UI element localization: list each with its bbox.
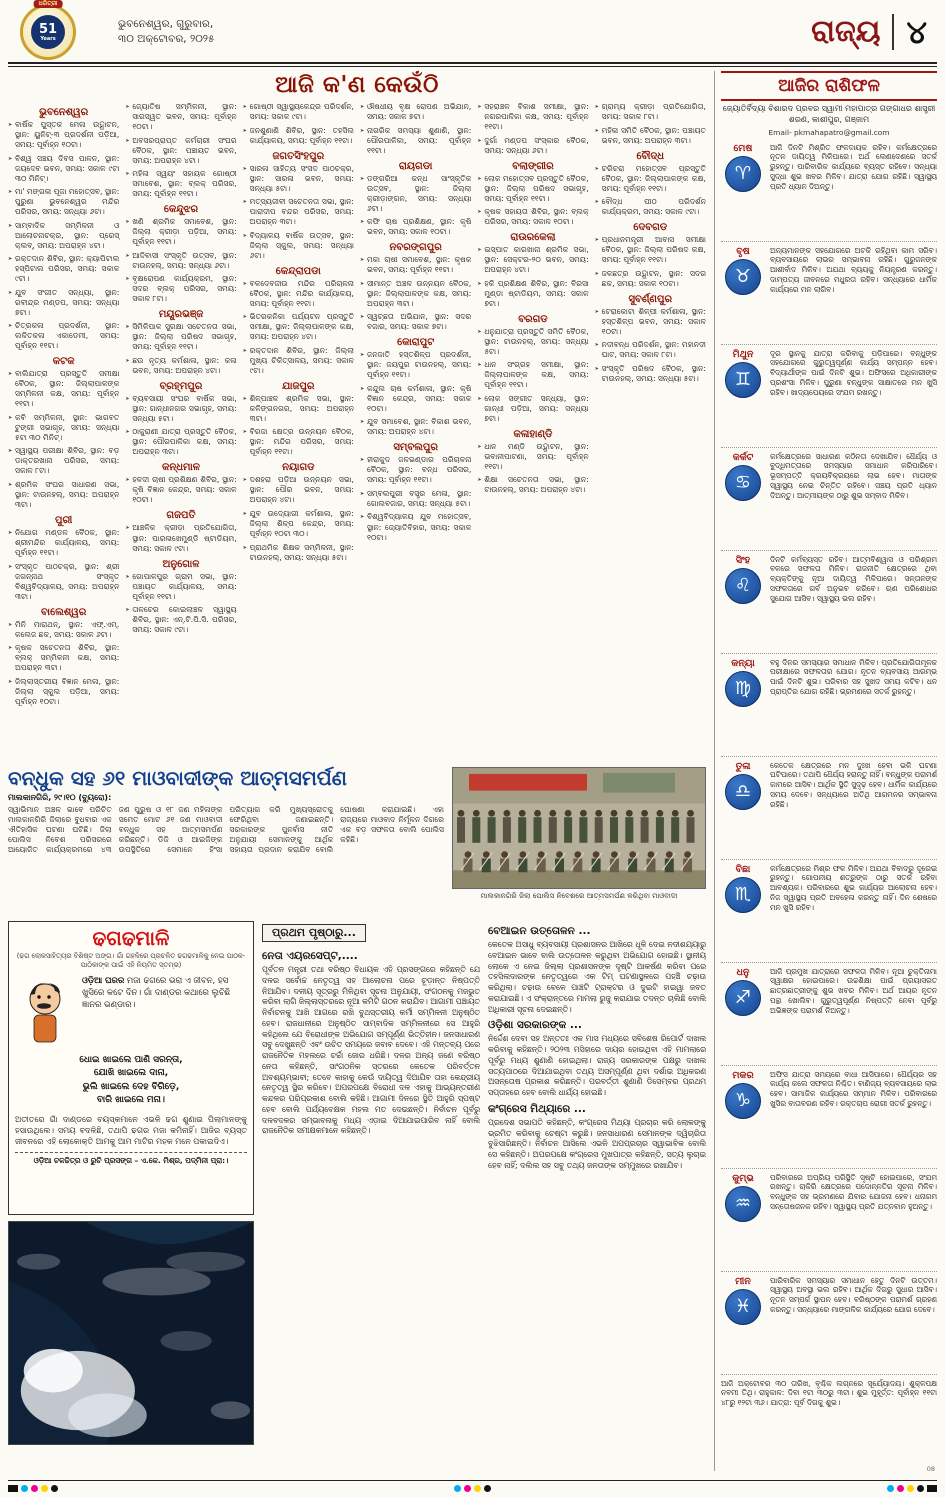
logo-years-label: Years <box>40 35 56 42</box>
zodiac-icon: ♒ <box>725 1186 761 1222</box>
event-listing: ➤ ଆଦିବାସୀ ସଂସ୍କୃତି ଉତ୍ସବ, ସ୍ଥାନ: ଟାଉନହଲ୍, ସମୟ: ସନ୍ଧ୍ୟା ୬ଟା। <box>125 251 236 271</box>
event-listing: ➤ ଯୁବ ସଂଗୀତ ସନ୍ଧ୍ୟା, ସ୍ଥାନ: ରବୀନ୍ଦ୍ର ମଣ୍ଡପ, ସମୟ: ସନ୍ଧ୍ୟା ୭ଟା। <box>8 288 119 318</box>
zodiac-name: ମିଥୁନ <box>732 348 754 360</box>
zodiac-icon: ♏ <box>725 877 761 913</box>
zodiac-entry <box>721 1066 937 1169</box>
zodiac-prediction: ଦୂର ସ୍ଥାନକୁ ଯାତ୍ରା କରିବାକୁ ପଡ଼ିପାରେ। ବନ୍ଧୁଙ୍କ ସହଯୋଗରେ ଗୁରୁତ୍ୱପୂର୍ଣ୍ଣ କାର୍ଯ୍ୟ ସମ୍ପନ୍ନ ହେବ। ବିଦ୍ୟାର୍ଥୀଙ୍କ ପାଇଁ ଦିନଟି ଶୁଭ। ଅଫିସରେ ଅଧିକାରୀଙ୍କ ପ୍ରଶଂସା ମିଳିବ। ପୁରୁଣା ବନ୍ଧୁଙ୍କ ସାକ୍ଷାତରେ ମନ ଖୁସି ରହିବ। ଖାଦ୍ୟପେୟରେ ସଂଯମ ରଖନ୍ତୁ। <box>770 348 937 397</box>
city-heading: ଜଗତସିଂହପୁର <box>272 150 325 162</box>
zodiac-prediction: ଆଜି ଦିନଟି ମିଶ୍ରିତ ଫଳଦାୟକ ରହିବ। କର୍ମକ୍ଷେତ୍ରରେ ନୂତନ ଦାୟିତ୍ୱ ମିଳିପାରେ। ଅର୍ଥ ଲେଣଦେଣରେ ସତର୍କ ରୁହନ୍ତୁ। ପାରିବାରିକ କାର୍ଯ୍ୟରେ ବ୍ୟସ୍ତ ରହିବେ। ସନ୍ଧ୍ୟା ସୁଦ୍ଧା ଶୁଭ ଖବର ମିଳିବ। ଯାତ୍ରା ଯୋଗ ରହିଛି। ସ୍ୱାସ୍ଥ୍ୟ ପ୍ରତି ଧ୍ୟାନ ଦିଅନ୍ତୁ। <box>770 142 937 191</box>
zodiac-prediction: ପରିବାରରେ ଅପ୍ରିୟ ପରିସ୍ଥିତି ସୃଷ୍ଟି ହୋଇପାରେ, ସଂଯମ ରଖନ୍ତୁ। ଚାକିରି କ୍ଷେତ୍ରରେ ପଦୋନ୍ନତିର ସୂଚନା ମିଳିବ। ବନ୍ଧୁଙ୍କ ସହ ଭ୍ରମଣରେ ଯିବାର ଯୋଜନା ହେବ। ଧନାଗମ ସନ୍ତୋଷଜନକ ରହିବ। ସ୍ୱାସ୍ଥ୍ୟ ପ୍ରତି ଯତ୍ନବାନ ହୁଅନ୍ତୁ। <box>770 1172 937 1212</box>
event-listing: ➤ ବିରଜା କ୍ଷେତ୍ର ଉନ୍ନୟନ ବୈଠକ, ସ୍ଥାନ: ମନ୍ଦିର ପରିସର, ସମୟ: ପୂର୍ବାହ୍ନ ୧୧ଟା। <box>243 427 354 457</box>
cartoon-box <box>8 921 254 1215</box>
zodiac-name: ତୁଳା <box>735 760 751 772</box>
events-title: ଆଜି କ'ଣ କେଉଁଠି <box>275 72 439 98</box>
zodiac-name: କୁମ୍ଭ <box>732 1172 754 1184</box>
title-divider <box>892 14 894 50</box>
cartoon-character <box>15 974 77 1048</box>
event-listing: ➤ ଜନଜାତି ହସ୍ତଶିଳ୍ପ ପ୍ରଦର୍ଶନୀ, ସ୍ଥାନ: ଜୟପୁର ଟାଉନହଲ୍, ସମୟ: ପୂର୍ବାହ୍ନ ୧୧ଟା। <box>360 350 471 380</box>
anniversary-badge-icon <box>20 4 76 60</box>
city-heading: କଳାହାଣ୍ଡି <box>513 428 553 440</box>
article-heading: ବେଆଇନ ଉତ୍ତୋଳନ ... <box>488 925 591 937</box>
article-body: ପୂର୍ବତନ ମନ୍ତ୍ରୀ ତଥା ବରିଷ୍ଠ ବିଧାୟକ ଏହି ପ୍ରସଙ୍ଗରେ କହିଛନ୍ତି ଯେ ଦଳର ସର୍ବୋଚ୍ଚ ନେତୃତ୍ୱ ସହ ଆଲୋଚନା ପରେ ଚୂଡ଼ାନ୍ତ ନିଷ୍ପତ୍ତି ନିଆଯିବ। ଦଳୀୟ ସୂତ୍ରରୁ ମିଳିଥିବା ସୂଚନା ଅନୁଯାୟୀ, ସଂଗଠନକୁ ମଜଭୁତ କରିବା ଲାଗି ଜିଲ୍ଲାସ୍ତରରେ ନୂଆ କମିଟି ଗଠନ କରାଯିବ। ଆଗାମୀ ପଞ୍ଚାୟତ ନିର୍ବାଚନକୁ ଆଖି ଆଗରେ ରଖି ବୁଥସ୍ତରୀୟ କର୍ମୀ ସମ୍ମିଳନୀ ଅନୁଷ୍ଠିତ ହେବ। ରାଜଧାନୀରେ ଅନୁଷ୍ଠିତ ସାମ୍ବାଦିକ ସମ୍ମିଳନୀରେ ସେ ଆହୁରି କହିଥିଲେ ଯେ ବିରୋଧୀଙ୍କ ଅଭିଯୋଗ ସମ୍ପୂର୍ଣ୍ଣ ଭିତ୍ତିହୀନ। ଜନସାଧାରଣ ସବୁ ଦେଖୁଛନ୍ତି ଏବଂ ଉଚିତ ସମୟରେ ଜବାବ ଦେବେ। ଏହି ମନ୍ତବ୍ୟ ପରେ ରାଜନୈତିକ ମହଲରେ ଚର୍ଚ୍ଚା ଜୋର ଧରିଛି। ଦଳର ଅନ୍ୟ ଜଣେ ବରିଷ୍ଠ ନେତା କହିଛନ୍ତି, ସାଂଗଠନିକ ସ୍ତରରେ କେତେକ ପରିବର୍ତ୍ତନ ଅବଶ୍ୟମ୍ଭାବୀ; ତେବେ କାହାକୁ କେଉଁ ଦାୟିତ୍ୱ ଦିଆଯିବ ତାହା କେନ୍ଦ୍ରୀୟ ନେତୃତ୍ୱ ସ୍ଥିର କରିବେ। ଅପରପକ୍ଷେ ବିରୋଧୀ ଦଳ ଏହାକୁ ଆଭ୍ୟନ୍ତରୀଣ କନ୍ଦଳର ପରିପ୍ରକାଶ ବୋଲି କହିଛି। ଆଗାମୀ ଦିନରେ ସ୍ଥିତି ଆହୁରି ସ୍ପଷ୍ଟ ହେବ ବୋଲି ପର୍ଯ୍ୟବେକ୍ଷକ ମହଲ ମତ ଦେଇଛନ୍ତି। ନିର୍ବାଚନ ପୂର୍ବରୁ ଦଳବଦଳର ସମ୍ଭାବନାକୁ ମଧ୍ୟ ଏଡ଼ାଇ ଦିଆଯାଇପାରିବ ନାହିଁ ବୋଲି ରାଜନୈତିକ ସମୀକ୍ଷକମାନେ କହିଛନ୍ତି। <box>262 965 480 1136</box>
event-listing: ➤ ପ୍ରଧାନମନ୍ତ୍ରୀ ଆବାସ ସମୀକ୍ଷା ବୈଠକ, ସ୍ଥାନ: ଜିଲ୍ଲା ପରିଷଦ କକ୍ଷ, ସମୟ: ପୂର୍ବାହ୍ନ ୧୧ଟା। <box>595 235 706 265</box>
dateline-date: ୩୦ ଅକ୍ଟୋବର, ୨୦୨୫ <box>118 33 215 45</box>
zodiac-entry <box>721 860 937 963</box>
event-listing: ➤ ବୌଦ୍ଧ ପୀଠ ପରିଦର୍ଶନ କାର୍ଯ୍ୟକ୍ରମ, ସମୟ: ସକାଳ ୯ଟା। <box>595 197 706 217</box>
event-listing: ➤ ବଳଦେବଜୀଉ ମନ୍ଦିର ପରିଚାଳନା ବୈଠକ, ସ୍ଥାନ: ମନ୍ଦିର କାର୍ଯ୍ୟାଳୟ, ସମୟ: ପୂର୍ବାହ୍ନ ୧୧ଟା। <box>243 279 354 309</box>
main-story <box>8 767 706 917</box>
zodiac-icon: ♑ <box>725 1083 761 1119</box>
events-column <box>477 102 588 762</box>
logo-ribbon: ଧରିତ୍ରୀ <box>34 0 63 8</box>
continued-column-2 <box>488 921 706 1449</box>
zodiac-icon: ♌ <box>725 568 761 604</box>
cartoon-title: ଢଗଢମାଳି <box>92 926 170 950</box>
zodiac-entry <box>721 551 937 654</box>
city-heading: ପୁରୀ <box>55 515 73 527</box>
astrologer-credit: ଜ୍ୟୋତିର୍ବିଦ୍ୟା ବିଶାରଦ ପ୍ରବର ସ୍ୱାମୀ ମହାପାତ୍ର ଗଙ୍ଗାଧର ଶାସ୍ତ୍ରୀ ଶରଣ, କାଶୀପୁର, ଗଞ୍ଜାମ <box>722 104 936 124</box>
zodiac-prediction: ଦିନଟି କର୍ମବ୍ୟସ୍ତ ରହିବ। ଆତ୍ମବିଶ୍ୱାସ ଓ ପରିଶ୍ରମ ବଳରେ ସଫଳତା ମିଳିବ। ରାଜନୀତି କ୍ଷେତ୍ରରେ ଥିବା ବ୍ୟକ୍ତିଙ୍କୁ ନୂଆ ଦାୟିତ୍ୱ ମିଳିପାରେ। ସନ୍ତାନଙ୍କ ସଫଳତାରେ ଗର୍ବ ଅନୁଭବ କରିବେ। ଋଣ ପରିଶୋଧର ସୁଯୋଗ ଆସିବ। ସ୍ୱାସ୍ଥ୍ୟ ଭଲ ରହିବ। <box>770 554 937 603</box>
event-listing: ➤ ଧାନ ମଣ୍ଡି ଉଦ୍ଘାଟନ, ସ୍ଥାନ: ଭବାନୀପାଟଣା, ସମୟ: ପୂର୍ବାହ୍ନ ୧୧ଟା। <box>477 442 588 472</box>
city-heading: ରାଉରକେଲା <box>510 232 556 244</box>
event-listing: ➤ ବିଶ୍ୱ ସଞ୍ଚୟ ଦିବସ ପାଳନ, ସ୍ଥାନ: ଜୟଦେବ ଭବନ, ସମୟ: ସକାଳ ୯ଟା ୩୦ ମିନିଟ୍। <box>8 154 119 184</box>
zodiac-prediction: ଆଜି ପ୍ରମୁଖ ଯାତ୍ରାରେ ସଫଳତା ମିଳିବ। ନୂଆ ଚୁକ୍ତିନାମା ସ୍ୱାକ୍ଷର ହୋଇପାରେ। ଉଚ୍ଚଶିକ୍ଷା ପାଇଁ ପ୍ରୟାସରତ ଛାତ୍ରଛାତ୍ରୀଙ୍କୁ ଶୁଭ ଖବର ମିଳିବ। ଅର୍ଥ ଆୟର ନୂତନ ପନ୍ଥା ଖୋଲିବ। ଗୁରୁତ୍ୱପୂର୍ଣ୍ଣ ନିଷ୍ପତ୍ତି ନେବା ପୂର୍ବରୁ ଅଭିଜ୍ଞଙ୍କ ପରାମର୍ଶ ନିଅନ୍ତୁ। <box>770 966 937 1015</box>
event-listing: ➤ କୃଷକ ସଚେତନତା ଶିବିର, ସ୍ଥାନ: ବ୍ଲକ୍ ସମ୍ମିଳନୀ କକ୍ଷ, ସମୟ: ଅପରାହ୍ନ ୩ଟା। <box>8 643 119 673</box>
event-listing: ➤ ଛଉ ନୃତ୍ୟ କର୍ମଶାଳା, ସ୍ଥାନ: କଳା ଭବନ, ସମୟ: ଅପରାହ୍ନ ୪ଟା। <box>125 356 236 376</box>
registration-marks-center <box>454 1485 491 1492</box>
event-listing: ➤ ଧନୁଯାତ୍ରା ପ୍ରସ୍ତୁତି ସମିତି ବୈଠକ, ସ୍ଥାନ: ଟାଉନହଲ୍, ସମୟ: ସନ୍ଧ୍ୟା ୫ଟା। <box>477 327 588 357</box>
event-listing: ➤ ନିଯୋଗ ମଣ୍ଡଳ ବୈଠକ, ସ୍ଥାନ: ଶ୍ରୀମନ୍ଦିର କାର୍ଯ୍ୟାଳୟ, ସମୟ: ପୂର୍ବାହ୍ନ ୧୧ଟା। <box>8 528 119 558</box>
event-listing: ➤ ଗୋଷ୍ଠୀ ସ୍ୱାସ୍ଥ୍ୟକେନ୍ଦ୍ର ପରିଦର୍ଶନ, ସମୟ: ସକାଳ ୯ଟା। <box>243 102 354 122</box>
event-listing: ➤ ଚରିଚରା ମହୋତ୍ସବ ପ୍ରସ୍ତୁତି ବୈଠକ, ସ୍ଥାନ: ଜିଲ୍ଲାପାଳଙ୍କ କକ୍ଷ, ସମୟ: ପୂର୍ବାହ୍ନ ୧୧ଟା। <box>595 164 706 194</box>
event-listing: ➤ ଶ୍ରମିକ ସଂଘର ସାଧାରଣ ସଭା, ସ୍ଥାନ: ଟାଉନହଲ୍, ସମୟ: ଅପରାହ୍ନ ୩ଟା। <box>8 480 119 510</box>
event-listing: ➤ ଟେରାକୋଟା ଶିଳ୍ପୀ କର୍ମଶାଳା, ସ୍ଥାନ: ହସ୍ତଶିଳ୍ପ ଭବନ, ସମୟ: ସକାଳ ୧୦ଟା। <box>595 307 706 337</box>
event-listing: ➤ ହକି ପ୍ରଶିକ୍ଷଣ ଶିବିର, ସ୍ଥାନ: ବିରସା ମୁଣ୍ଡା ଷ୍ଟାଡିୟମ, ସମୟ: ସକାଳ ୭ଟା। <box>477 279 588 309</box>
event-listing: ➤ ସୀମାନ୍ତ ଅଞ୍ଚଳ ଉନ୍ନୟନ ବୈଠକ, ସ୍ଥାନ: ଜିଲ୍ଲାପାଳଙ୍କ କକ୍ଷ, ସମୟ: ଅପରାହ୍ନ ୩ଟା। <box>360 279 471 309</box>
event-listing: ➤ ଜ୍ୟୋତିଷ ସମ୍ମିଳନୀ, ସ୍ଥାନ: ସାରସ୍ୱତ ଭବନ, ସମୟ: ପୂର୍ବାହ୍ନ ୧୦ଟା। <box>125 102 236 132</box>
event-listing: ➤ ଯୁବ ସମାବେଶ, ସ୍ଥାନ: ବିକାଶ ଭବନ, ସମୟ: ଅପରାହ୍ନ ୪ଟା। <box>360 417 471 437</box>
event-listing: ➤ ମା' ମଙ୍ଗଳା ପୂଜା ମହୋତ୍ସବ, ସ୍ଥାନ: ପୁରୁଣା ଭୁବନେଶ୍ୱର ମନ୍ଦିର ପରିସର, ସମୟ: ସନ୍ଧ୍ୟା ୬ଟା। <box>8 187 119 217</box>
newspaper-logo <box>20 0 76 60</box>
cartoon-opener-bold: ଓଡ଼ିଆ ଘରର <box>82 974 125 985</box>
event-listing: ➤ ଧାନ ସଂଗ୍ରହ ସମୀକ୍ଷା, ସ୍ଥାନ: ଜିଲ୍ଲାପାଳଙ୍କ କକ୍ଷ, ସମୟ: ପୂର୍ବାହ୍ନ ୧୧ଟା। <box>477 360 588 390</box>
zodiac-icon: ♎ <box>725 774 761 810</box>
surrender-photo-figure <box>452 767 706 917</box>
cartoon-opener-rest: ମଜା ଢଗରେ ଭରା ଏ ଜୀବନ, ହସ ଖୁସିରେ କଟେ ଦିନ। ଗାଁ ଦାଣ୍ଡର କଥାରେ ଲୁଚିଛି ଜ୍ଞାନର ଭଣ୍ଡାର। <box>82 974 231 1010</box>
event-listing: ➤ ଅବସରପ୍ରାପ୍ତ କର୍ମଚାରୀ ସଂଘର ବୈଠକ, ସ୍ଥାନ: ପଞ୍ଚାୟତ ଭବନ, ସମୟ: ଅପରାହ୍ନ ୪ଟା। <box>125 136 236 166</box>
zodiac-entry <box>721 448 937 551</box>
zodiac-name: ସିଂହ <box>735 554 751 566</box>
zodiac-prediction: କେତେକ କ୍ଷେତ୍ରରେ ମନ ଦୁଃଖ ହେବା ଭଳି ଘଟଣା ଘଟିପାରେ। ତଥାପି ଧୈର୍ଯ୍ୟ ହରାନ୍ତୁ ନାହିଁ। ବନ୍ଧୁଙ୍କ ପରାମର୍ଶ କାମରେ ଆସିବ। ଆର୍ଥିକ ସ୍ଥିତି ସୁଦୃଢ଼ ହେବ। ଧାର୍ମିକ କାର୍ଯ୍ୟରେ ସମୟ ଦେବେ। ସନ୍ଧ୍ୟାରେ ଅତିଥି ଆଗମନର ସମ୍ଭାବନା ରହିଛି। <box>770 760 937 809</box>
event-listing: ➤ ଖଣି ଶ୍ରମିକ ସମାବେଶ, ସ୍ଥାନ: ଜିଲ୍ଲା କ୍ରୀଡ଼ା ପଡ଼ିଆ, ସମୟ: ପୂର୍ବାହ୍ନ ୧୧ଟା। <box>125 217 236 247</box>
events-section <box>8 71 706 762</box>
panchanga-note: ଆଜି ଅକ୍ଟୋବର ୩୦ ତାରିଖ, ବୃଶ୍ଚିକ ଲଗ୍ନରେ ସୂର୍ଯ୍ୟୋଦୟ। ଶୁକ୍ଳପକ୍ଷ ନବମୀ ତିଥି। ରାହୁକାଳ: ଦିବା ୧ଟା ୩୦ରୁ ୩ଟା। ଶୁଭ ମୁହୂର୍ତ୍ତ: ପୂର୍ବାହ୍ନ ୧୧ଟା ୪୮ରୁ ୧୨ଟା ୩୬। ଯାତ୍ରା: ପୂର୍ବ ଦିଗକୁ ଶୁଭ। <box>721 1378 937 1408</box>
event-listing: ➤ ଔଷଧୀୟ ବୃକ୍ଷ ରୋପଣ ଅଭିଯାନ, ସମୟ: ସକାଳ ୭ଟା। <box>360 102 471 122</box>
events-column <box>595 102 706 762</box>
event-listing: ➤ ରକ୍ତଦାନ ଶିବିର, ସ୍ଥାନ: କ୍ୟାପିଟାଲ ହସ୍ପିଟାଲ ପରିସର, ସମୟ: ସକାଳ ୯ଟା। <box>8 254 119 284</box>
article-body: ନିର୍ଦ୍ଦେଶ ଦେବା ସହ ଅନ୍ତତଃ ଏକ ମାସ ମଧ୍ୟରେ ସବିଶେଷ ରିପୋର୍ଟ ଦାଖଲ କରିବାକୁ କହିଛନ୍ତି। ୨୦୨୩ ମସିହାରେ ଦାୟର ହୋଇଥିବା ଏହି ମାମଲାରେ ପୂର୍ବରୁ ମଧ୍ୟ ଶୁଣାଣି ହୋଇଥିଲା। ରାଜ୍ୟ ସରକାରଙ୍କ ପକ୍ଷରୁ ଦାଖଲ ସତ୍ୟପାଠରେ ଦିଆଯାଇଥିବା ତଥ୍ୟ ଅସମ୍ପୂର୍ଣ୍ଣ ଥିବା ଦର୍ଶାଇ ଅଧିକରଣ ଅସନ୍ତୋଷ ପ୍ରକାଶ କରିଛନ୍ତି। ପରବର୍ତ୍ତୀ ଶୁଣାଣି ଡିସେମ୍ବର ପ୍ରଥମ ସପ୍ତାହରେ ହେବ ବୋଲି ଧାର୍ଯ୍ୟ ହୋଇଛି। <box>488 1034 706 1097</box>
event-listing: ➤ ପ୍ରାଥମିକ ଶିକ୍ଷକ ସମ୍ମିଳନୀ, ସ୍ଥାନ: ଟାଉନହଲ୍, ସମୟ: ସନ୍ଧ୍ୟା ୫ଟା। <box>243 543 354 563</box>
zodiac-icon: ♐ <box>725 980 761 1016</box>
events-column <box>8 102 119 762</box>
article-heading: କଂଗ୍ରେସ ମିଥ୍ୟାରେ ... <box>488 1102 586 1115</box>
event-listing: ➤ ସ୍ୱାସ୍ଥ୍ୟ ପରୀକ୍ଷା ଶିବିର, ସ୍ଥାନ: ବଡ଼ ଡାକ୍ତରଖାନା ପରିସର, ସମୟ: ସକାଳ ୮ଟା। <box>8 446 119 476</box>
zodiac-icon: ♉ <box>725 259 761 295</box>
event-listing: ➤ ଲୋକ ସଙ୍ଗୀତ ସନ୍ଧ୍ୟା, ସ୍ଥାନ: ଗାନ୍ଧୀ ପଡ଼ିଆ, ସମୟ: ସନ୍ଧ୍ୟା ୭ଟା। <box>477 394 588 424</box>
event-listing: ➤ ବିଶ୍ୱବିଦ୍ୟାଳୟ ଯୁବ ମହୋତ୍ସବ, ସ୍ଥାନ: ଜ୍ୟୋତିବିହାର, ସମୟ: ସକାଳ ୧୦ଟା। <box>360 512 471 542</box>
event-listing: ➤ ସ୍ୱଚ୍ଛତା ଅଭିଯାନ, ସ୍ଥାନ: ସଦର ବଜାର, ସମୟ: ସକାଳ ୭ଟା। <box>360 312 471 332</box>
event-listing: ➤ ସାମ୍ବାଦିକ ସମ୍ମିଳନୀ ଓ ଆଲୋଚନାଚକ୍ର, ସ୍ଥାନ: ପ୍ରେସ୍ କ୍ଲବ୍, ସମୟ: ଅପରାହ୍ନ ୪ଟା। <box>8 221 119 251</box>
article-body: କେତେକ ଅସାଧୁ ବ୍ୟବସାୟୀ ପ୍ରଶାସନର ଆଖିରେ ଧୂଳି ଦେଇ ନଦୀଶଯ୍ୟାରୁ ବେଆଇନ ଭାବେ ବାଲି ଉତ୍ତୋଳନ କରୁଥିବା ଅଭିଯୋଗ ହୋଇଛି। ସ୍ଥାନୀୟ ଲୋକେ ଏ ନେଇ ଜିଲ୍ଲା ପ୍ରଶାସନଙ୍କ ଦୃଷ୍ଟି ଆକର୍ଷଣ କରିବା ପରେ ତହସିଲଦାରଙ୍କ ନେତୃତ୍ୱରେ ଏକ ଟିମ୍ ଘଟଣାସ୍ଥଳରେ ପହଞ୍ଚି ଚଢ଼ାଉ କରିଥିଲା। ଚଢ଼ାଉ ବେଳେ ପାଞ୍ଚଟି ଟ୍ରାକ୍ଟର ଓ ଦୁଇଟି ହାଇୱା ଜବତ କରାଯାଇଛି। ଏ ସଂକ୍ରାନ୍ତରେ ମାମଲା ରୁଜୁ କରାଯାଇ ତଦନ୍ତ ଚାଲିଛି ବୋଲି ଅଧିକାରୀ ସୂଚନା ଦେଇଛନ୍ତି। <box>488 940 706 1014</box>
event-listing: ➤ ସିମିଳିପାଳ ସୁରକ୍ଷା ସଚେତନତା ସଭା, ସ୍ଥାନ: ଜିଲ୍ଲା ପରିଷଦ ସଭାଗୃହ, ସମୟ: ପୂର୍ବାହ୍ନ ୧୧ଟା। <box>125 322 236 352</box>
event-listing: ➤ ସଂସ୍କୃତ ପାଠଚକ୍ର, ସ୍ଥାନ: ଶ୍ରୀ ଜଗନ୍ନାଥ ସଂସ୍କୃତ ବିଶ୍ୱବିଦ୍ୟାଳୟ, ସମୟ: ଅପରାହ୍ନ ୩ଟା। <box>8 562 119 602</box>
page-number: ୪ <box>906 13 927 51</box>
event-listing: ➤ ବିଦ୍ୟାଳୟ ବାର୍ଷିକ ଉତ୍ସବ, ସ୍ଥାନ: ଜିଲ୍ଲା ସ୍କୁଲ, ସମୟ: ସନ୍ଧ୍ୟା ୬ଟା। <box>243 231 354 261</box>
event-listing: ➤ ନାଗରିକ ସମସ୍ୟା ଶୁଣାଣି, ସ୍ଥାନ: ପୌରପାଳିକା, ସମୟ: ପୂର୍ବାହ୍ନ ୧୧ଟା। <box>360 126 471 156</box>
horoscope-sidebar <box>714 71 937 1471</box>
continued-articles <box>262 921 706 1449</box>
events-column <box>243 102 354 762</box>
event-listing: ➤ ଠାକୁରାଣୀ ଯାତ୍ରା ପ୍ରସ୍ତୁତି ବୈଠକ, ସ୍ଥାନ: ପୌରପାଳିକା କକ୍ଷ, ସମୟ: ଅପରାହ୍ନ ୩ଟା। <box>125 427 236 457</box>
continued-column-1 <box>262 921 480 1449</box>
event-listing: ➤ ମହିଳା ସ୍ୱୟଂ ସହାୟକ ଗୋଷ୍ଠୀ ସମାବେଶ, ସ୍ଥାନ: ବ୍ଲକ୍ ପରିସର, ସମୟ: ପୂର୍ବାହ୍ନ ୧୧ଟା। <box>125 169 236 199</box>
event-listing: ➤ ଆଞ୍ଚଳିକ କ୍ରୀଡ଼ା ପ୍ରତିଯୋଗିତା, ସ୍ଥାନ: ପାରଳାଖେମୁଣ୍ଡି ଷ୍ଟାଡିୟମ, ସମୟ: ସକାଳ ୯ଟା। <box>125 523 236 553</box>
story-body: ସ୍ୱାଭିମାନ ଅଞ୍ଚଳ ଭାବେ ପରିଚିତ ମାଲକାନଗିରି ଜିଲାରେ ବୁଧବାର ଏକ ଐତିହାସିକ ଘଟଣା ଘଟିଛି। ଜିଲା ପୋଲିସ ନିବେଶ ପରିସରରେ ଆୟୋଜିତ କାର୍ଯ୍ୟକ୍ରମରେ ୪୩ ଜଣ ପୁରୁଷ ଓ ୧୮ ଜଣ ମହିଳାଙ୍କ ସମେତ ମୋଟ ୬୧ ଜଣ ମାଓବାଦୀ ବନ୍ଧୁକ ସହ ଆତ୍ମସମର୍ପଣ କରିଛନ୍ତି। ଡିଜି ଓ ଆଇଜିଙ୍କ ଉପସ୍ଥିତିରେ ସେମାନେ ହିଂସା ପରିତ୍ୟାଗ କରି ମୁଖ୍ୟସ୍ରୋତକୁ ଫେରିଥିବା ଜଣାଇଛନ୍ତି। ସରକାରଙ୍କ ପୁନର୍ବାସ ନୀତି ଅନୁଯାୟୀ ସେମାନଙ୍କୁ ଆର୍ଥିକ ସହାୟତା ପ୍ରଦାନ କରାଯିବ ବୋଲି ଘୋଷଣା କରାଯାଇଛି। ଏହା ରାଜ୍ୟରେ ମାଓବାଦ ନିର୍ମୂଳନ ଦିଗରେ ଏକ ବଡ଼ ସଫଳତା ବୋଲି ପୋଲିସ କହିଛି। <box>8 805 444 855</box>
event-listing: ➤ ଇସ୍ପାତ କାରଖାନା ଶ୍ରମିକ ସଭା, ସ୍ଥାନ: ସେକ୍ଟର-୨୦ ଭବନ, ସମୟ: ଅପରାହ୍ନ ୪ଟା। <box>477 245 588 275</box>
city-heading: ନୟାଗଡ <box>282 462 315 474</box>
from-page-one-label: ପ୍ରଥମ ପୃଷ୍ଠାରୁ... <box>262 924 366 942</box>
cartoon-subtitle: (ଢଗ ଲୋକସାହିତ୍ୟର ବିଶିଷ୍ଟ ଅଙ୍ଗ। ଗାଁ ଗହଳିରେ ପ୍ରଚଳିତ ଢଗଢମାଳିକୁ ନେଇ ପାଠକ-ପାଠିକାଙ୍କ ପାଇଁ ଏହି ନିୟମିତ ସ୍ତମ୍ଭ) <box>16 952 246 969</box>
event-listing: ➤ ହୀରାକୁଦ ଜଳଭଣ୍ଡାର ପରିଚାଳନା ବୈଠକ, ସ୍ଥାନ: ବନ୍ଧ ପରିସର, ସମୟ: ପୂର୍ବାହ୍ନ ୧୧ଟା। <box>360 455 471 485</box>
zodiac-entry <box>721 242 937 345</box>
dateline-city-day: ଭୁବନେଶ୍ୱର, ଗୁରୁବାର, <box>118 18 214 31</box>
zodiac-name: ବୃଷ <box>736 245 750 257</box>
zodiac-entry <box>721 963 937 1066</box>
cartoon-body: ଅତୀତରେ ଗାଁ ଦାଣ୍ଡରେ ବୟସ୍କମାନେ ଏଭଳି ଢଗ ଶୁଣାଇ ପିଲାମାନଙ୍କୁ ହସାଉଥିଲେ। ସମୟ ବଦଳିଛି, ତଥାପି ଢଗର ମଜା କମିନାହିଁ। ଆଜିର ବ୍ୟସ୍ତ ଜୀବନରେ ଏହି ଲୋକୋକ୍ତି ଆମକୁ ଆମ ମାଟିର ମହକ ମନେ ପକାଇଦିଏ। <box>15 1114 247 1147</box>
main-column <box>8 71 706 1471</box>
article-heading: ଓଡ଼ିଶା ସରକାରଙ୍କ ... <box>488 1019 582 1032</box>
event-listing: ➤ ଚିତ୍ରକଳା ପ୍ରଦର୍ଶନୀ, ସ୍ଥାନ: ଲଳିତକଳା ଏକାଡେମୀ, ସମୟ: ପୂର୍ବାହ୍ନ ୧୧ଟା। <box>8 321 119 351</box>
zodiac-icon: ♓ <box>725 1289 761 1325</box>
event-listing: ➤ ତାଳଚେର କୋଇଲାଞ୍ଚଳ ସ୍ୱାସ୍ଥ୍ୟ ଶିବିର, ସ୍ଥାନ: ଏନ୍.ଟି.ପି.ସି. ପରିସର, ସମୟ: ସକାଳ ୯ଟା। <box>125 605 236 635</box>
zodiac-list <box>721 139 937 1375</box>
event-listing: ➤ ବାଲିଯାତ୍ରା ପ୍ରସ୍ତୁତି ସମୀକ୍ଷା ବୈଠକ, ସ୍ଥାନ: ଜିଲ୍ଲାପାଳଙ୍କ ସମ୍ମିଳନୀ କକ୍ଷ, ସମୟ: ପୂର୍ବାହ୍ନ ୧୧ଟା। <box>8 369 119 409</box>
city-heading: କନ୍ଧମାଳ <box>161 462 200 474</box>
events-column <box>360 102 471 762</box>
city-heading: ଗଜପତି <box>166 510 196 522</box>
zodiac-entry <box>721 1272 937 1375</box>
event-listing: ➤ ମହିଳା ସମିତି ବୈଠକ, ସ୍ଥାନ: ପଞ୍ଚାୟତ ଭବନ, ସମୟ: ଅପରାହ୍ନ ୩ଟା। <box>595 126 706 146</box>
event-listing: ➤ ଜଳଛତ୍ର ଉଦ୍ଘାଟନ, ସ୍ଥାନ: ସଦର ଛକ, ସମୟ: ସକାଳ ୧୦ଟା। <box>595 269 706 289</box>
city-heading: କେନ୍ଦ୍ରାପଡା <box>275 265 321 277</box>
photo-caption: ମାଲକାନଗିରି ଜିଲା ପୋଲିସ ନିବେଶରେ ଆତ୍ମସମର୍ପଣ କରିଥିବା ମାଓବାଦୀ <box>480 891 678 900</box>
zodiac-name: ମେଷ <box>733 142 753 154</box>
city-heading: ଦେବଗଡ <box>633 222 668 234</box>
zodiac-icon: ♋ <box>725 465 761 501</box>
event-listing: ➤ ମିନି ମାରାଥନ୍, ସ୍ଥାନ: ଏଫ୍.ଏମ୍. କଲେଜ ଛକ, ସମୟ: ସକାଳ ୬ଟା। <box>8 620 119 640</box>
event-listing: ➤ ରକ୍ତଦାନ ଶିବିର, ସ୍ଥାନ: ଜିଲ୍ଲା ମୁଖ୍ୟ ଚିକିତ୍ସାଳୟ, ସମୟ: ସକାଳ ୯ଟା। <box>243 346 354 376</box>
cartoon-stanza: ଧୋଇ ଖାଇଲେ ପାଣି ସରନ୍ତା, ଯୋଖି ଖାଇଲେ ଦାନା, ଭୁଲି ଖାଇଲେ ଦେହ ବିଗିଡ଼େ, ବାରି ଖାଇଲେ ମନା। <box>79 1054 183 1106</box>
event-listing: ➤ ଲୋକ ମହୋତ୍ସବ ପ୍ରସ୍ତୁତି ବୈଠକ, ସ୍ଥାନ: ଜିଲ୍ଲା ପରିଷଦ ସଭାଗୃହ, ସମୟ: ପୂର୍ବାହ୍ନ ୧୧ଟା। <box>477 174 588 204</box>
event-listing: ➤ ନଦୀବନ୍ଧ ପରିଦର୍ଶନ, ସ୍ଥାନ: ମହାନଦୀ ଘାଟ, ସମୟ: ସକାଳ ୮ଟା। <box>595 340 706 360</box>
city-heading: ବରଗଡ <box>518 313 548 325</box>
city-heading: କଟକ <box>52 356 75 368</box>
events-columns <box>8 102 706 762</box>
zodiac-prediction: ପାରିବାରିକ ସମସ୍ୟାର ସମାଧାନ ହେତୁ ଦିନଟି ଉତ୍ତମ। ସ୍ୱାସ୍ଥ୍ୟ ଅବସ୍ଥା ଭଲ ରହିବ। ଆର୍ଥିକ ଦିଗରୁ ସୁଧାର ଆସିବ। ନୂତନ ସମ୍ପର୍କ ସ୍ଥାପନ ହେବ। ବରିଷ୍ଠଙ୍କ ପରାମର୍ଶ ଗ୍ରହଣ କରନ୍ତୁ। ସନ୍ଧ୍ୟାରେ ମାଙ୍ଗଳିକ କାର୍ଯ୍ୟରେ ଯୋଗ ଦେବେ। <box>770 1275 937 1315</box>
dateline <box>118 17 215 46</box>
event-listing: ➤ ଗ୍ରାମ୍ୟ କ୍ରୀଡ଼ା ପ୍ରତିଯୋଗିତା, ସମୟ: ସକାଳ ୮ଟା। <box>595 102 706 122</box>
masthead-rule <box>8 62 937 67</box>
city-heading: ଯାଜପୁର <box>282 380 315 392</box>
logo-years: 51 <box>38 21 58 37</box>
bottom-section <box>8 921 706 1449</box>
zodiac-name: ବିଛା <box>735 863 751 875</box>
cartoon-credit: ଓଡ଼ିଆ ଚଳଚ୍ଚିତ୍ର ଓ ରୁଚି ପ୍ରସଙ୍ଗ – ଏ.କେ. ମିଶ୍ର, ପଦ୍ମିନୀ ପ୍ରା:। <box>15 1152 247 1166</box>
event-listing: ➤ ଜନଶୁଣାଣି ଶିବିର, ସ୍ଥାନ: ତହସିଲ କାର୍ଯ୍ୟାଳୟ, ସମୟ: ପୂର୍ବାହ୍ନ ୧୧ଟା। <box>243 126 354 146</box>
astrologer-email: Email- pkmahapatro@gmail.com <box>768 127 890 137</box>
event-listing: ➤ ହଳଦୀ ଚାଷୀ ପ୍ରଶିକ୍ଷଣ ଶିବିର, ସ୍ଥାନ: କୃଷି ବିଜ୍ଞାନ କେନ୍ଦ୍ର, ସମୟ: ସକାଳ ୧୦ଟା। <box>125 475 236 505</box>
zodiac-icon: ♈ <box>725 156 761 192</box>
article-body: ପ୍ରଦେଶ ସଭାପତି କହିଛନ୍ତି, କଂଗ୍ରେସ ମିଥ୍ୟା ପ୍ରଚାର କରି ଲୋକଙ୍କୁ ଭ୍ରମିତ କରିବାକୁ ଚେଷ୍ଟା କରୁଛି। ଜନସାଧାରଣ ସେମାନଙ୍କ ଦ୍ୱିଚାରିତା ବୁଝିସାରିଛନ୍ତି। ନିର୍ବାଚନ ଆସିଲେ ଏଭଳି ଅପପ୍ରଚାର ସ୍ୱାଭାବିକ ବୋଲି ସେ କହିଛନ୍ତି। ଅପରପକ୍ଷେ କଂଗ୍ରେସ ମୁଖପାତ୍ର କହିଛନ୍ତି, ସତ୍ୟ ଲୁଚାଇ ହେବ ନାହିଁ; ଦଲିଲ ସହ ସବୁ ତଥ୍ୟ ଜନତାଙ୍କ ସମ୍ମୁଖରେ ରଖାଯିବ। <box>488 1117 706 1170</box>
left-rail <box>8 921 254 1449</box>
city-heading: ବୌଦ୍ଧ <box>636 150 665 162</box>
event-listing: ➤ ବୃକ୍ଷରୋପଣ କାର୍ଯ୍ୟକ୍ରମ, ସ୍ଥାନ: ସଦର ବ୍ଲକ୍ ପରିସର, ସମୟ: ସକାଳ ୮ଟା। <box>125 274 236 304</box>
section-name: ରାଜ୍ୟ <box>811 14 881 49</box>
zodiac-entry <box>721 1169 937 1272</box>
zodiac-icon: ♊ <box>725 362 761 398</box>
masthead <box>8 0 937 60</box>
event-listing: ➤ ଡଙ୍ଗରିଆ କନ୍ଧ ସାଂସ୍କୃତିକ ଉତ୍ସବ, ସ୍ଥାନ: ଜିଲ୍ଲା କ୍ରୀଡ଼ାଙ୍ଗନ, ସମୟ: ସନ୍ଧ୍ୟା ୬ଟା। <box>360 174 471 214</box>
zodiac-icon: ♍ <box>725 671 761 707</box>
city-heading: ବାଲେଶ୍ୱର <box>40 606 87 618</box>
city-heading: ଭୁବନେଶ୍ୱର <box>39 107 89 118</box>
event-listing: ➤ କୃଷକ ସହାୟତା ଶିବିର, ସ୍ଥାନ: ବ୍ଲକ୍ ପରିସର, ସମୟ: ସକାଳ ୧୦ଟା। <box>477 207 588 227</box>
events-column <box>125 102 236 762</box>
registration-marks-left <box>8 1485 58 1492</box>
city-heading: ନବରଙ୍ଗପୁର <box>389 242 442 254</box>
zodiac-name: ମୀନ <box>735 1275 751 1287</box>
zodiac-prediction: ବହୁ ଦିନର ସମସ୍ୟାର ସମାଧାନ ମିଳିବ। ପ୍ରତିଯୋଗିତାମୂଳକ ପରୀକ୍ଷାରେ ସଫଳତାର ଯୋଗ। ନୂତନ ବ୍ୟବସାୟ ଆରମ୍ଭ ପାଇଁ ଦିନଟି ଶୁଭ। ପରିବାର ସହ ସୁଖଦ ସମୟ କଟିବ। ଧନ ପ୍ରାପ୍ତିର ଯୋଗ ରହିଛି। ଭ୍ରମଣରେ ସତର୍କ ରୁହନ୍ତୁ। <box>770 657 937 697</box>
event-listing: ➤ କଫି ଚାଷ ପ୍ରଶିକ୍ଷଣ, ସ୍ଥାନ: କୃଷି ଭବନ, ସମୟ: ସକାଳ ୧୦ଟା। <box>360 217 471 237</box>
city-heading: ସୁବର୍ଣ୍ଣପୁର <box>628 293 673 305</box>
event-listing: ➤ ସମ୍ବଲପୁରୀ ବସ୍ତ୍ର ମେଳା, ସ୍ଥାନ: ଗୋଲବଜାର, ସମୟ: ସନ୍ଧ୍ୟା ୫ଟା। <box>360 489 471 509</box>
horoscope-title: ଆଜିର ରାଶିଫଳ <box>721 71 937 101</box>
zodiac-entry <box>721 139 937 242</box>
event-listing: ➤ କବି ସମ୍ମିଳନୀ, ସ୍ଥାନ: ଭାଗବତ ଟୁଙ୍ଗୀ ସଭାଗୃହ, ସମୟ: ସନ୍ଧ୍ୟା ୫ଟା ୩୦ ମିନିଟ୍। <box>8 413 119 443</box>
zodiac-entry <box>721 757 937 860</box>
event-listing: ➤ ଭିତରକନିକା ପର୍ଯ୍ୟଟନ ପ୍ରସ୍ତୁତି ସମୀକ୍ଷା, ସ୍ଥାନ: ଜିଲ୍ଲାପାଳଙ୍କ କକ୍ଷ, ସମୟ: ଅପରାହ୍ନ ୪ଟା। <box>243 312 354 342</box>
zodiac-name: ମକର <box>732 1069 754 1081</box>
event-listing: ➤ ଶିକ୍ଷା ସଚେତନତା ସଭା, ସ୍ଥାନ: ଟାଉନହଲ୍, ସମୟ: ଅପରାହ୍ନ ୪ଟା। <box>477 475 588 495</box>
zodiac-entry <box>721 345 937 448</box>
city-heading: ସମ୍ବଲପୁର <box>393 442 438 454</box>
city-heading: ବ୍ରହ୍ମପୁର <box>159 380 203 392</box>
article-heading: ନେତା ଏୟରସେପ୍ଟ,.... <box>262 950 358 962</box>
cartoon-opening <box>82 974 247 1011</box>
event-listing: ➤ ବାର୍ଷିକ ପୁସ୍ତକ ମେଳା ଉଦ୍ଘାଟନ, ସ୍ଥାନ: ୟୁନିଟ୍-୩ ପ୍ରଦର୍ଶନୀ ପଡ଼ିଆ, ସମୟ: ପୂର୍ବାହ୍ନ ୧୦ଟା। <box>8 120 119 150</box>
zodiac-name: କନ୍ୟା <box>731 657 755 669</box>
event-listing: ➤ ଦଶହରା ପଡ଼ିଆ ଉନ୍ନୟନ ସଭା, ସ୍ଥାନ: ପୌର ଭବନ, ସମୟ: ଅପରାହ୍ନ ୪ଟା। <box>243 475 354 505</box>
page-code: 08 <box>926 1465 935 1473</box>
event-listing: ➤ ମକା ଚାଷୀ ସମାବେଶ, ସ୍ଥାନ: କୃଷକ ଭବନ, ସମୟ: ପୂର୍ବାହ୍ନ ୧୧ଟା। <box>360 255 471 275</box>
city-heading: ମୟୂରଭଞ୍ଜ <box>158 309 204 321</box>
zodiac-prediction: ଅନ୍ୟମାନଙ୍କ ସହଯୋଗରେ ଅଟକି ରହିଥିବା କାମ ସରିବ। ବ୍ୟବସାୟରେ ଲାଭର ସମ୍ଭାବନା ରହିଛି। ଗୁରୁଜନଙ୍କ ଆଶୀର୍ବାଦ ମିଳିବ। ଅଯଥା ବ୍ୟୟକୁ ନିୟନ୍ତ୍ରଣ କରନ୍ତୁ। ଦାମ୍ପତ୍ୟ ଜୀବନରେ ମଧୁରତା ରହିବ। ସନ୍ଧ୍ୟାରେ ଧାର୍ମିକ କାର୍ଯ୍ୟରେ ମନ ଲାଗିବ। <box>770 245 937 294</box>
event-listing: ➤ ସଂସ୍କୃତି ପରିଷଦ ବୈଠକ, ସ୍ଥାନ: ଟାଉନହଲ୍, ସମୟ: ସନ୍ଧ୍ୟା ୫ଟା। <box>595 364 706 384</box>
print-footer <box>8 1480 937 1492</box>
zodiac-prediction: କର୍ମକ୍ଷେତ୍ରରେ ସାଧାରଣ କଠିନତା ଦେଖାଯିବ। ଧୈର୍ଯ୍ୟ ଓ ବୁଦ୍ଧିମତ୍ତାରେ ସମସ୍ୟାର ସମାଧାନ କରିପାରିବେ। ଭୂସମ୍ପତ୍ତି କ୍ରୟବିକ୍ରୟରେ ଲାଭ ହେବ। ମାତାଙ୍କ ସ୍ୱାସ୍ଥ୍ୟ ନେଇ ଚିନ୍ତିତ ରହିବେ। ସଞ୍ଚୟ ପ୍ରତି ଧ୍ୟାନ ଦିଅନ୍ତୁ। ଆତ୍ମୀୟଙ୍କ ଠାରୁ ଶୁଭ ସମ୍ବାଦ ମିଳିବ। <box>770 451 937 500</box>
event-listing: ➤ କନ୍ଦୁଲ ଚାଷ କର୍ମଶାଳା, ସ୍ଥାନ: କୃଷି ବିଜ୍ଞାନ କେନ୍ଦ୍ର, ସମୟ: ସକାଳ ୧୦ଟା। <box>360 384 471 414</box>
event-listing: ➤ ମତ୍ସ୍ୟଜୀବୀ ସଚେତନତା ସଭା, ସ୍ଥାନ: ପାରାଦୀପ ବନ୍ଦର ପରିସର, ସମୟ: ଅପରାହ୍ନ ୩ଟା। <box>243 197 354 227</box>
event-listing: ➤ ଶିଳ୍ପାଞ୍ଚଳ ଶ୍ରମିକ ସଭା, ସ୍ଥାନ: କଳିଙ୍ଗନଗର, ସମୟ: ଅପରାହ୍ନ ୩ଟା। <box>243 394 354 424</box>
city-heading: କୋରାପୁଟ <box>397 337 435 349</box>
zodiac-name: ଧନୁ <box>736 966 750 978</box>
event-listing: ➤ ଯୁବ ଉଦ୍ୟୋଗୀ କର୍ମଶାଳା, ସ୍ଥାନ: ଜିଲ୍ଲା ଶିଳ୍ପ କେନ୍ଦ୍ର, ସମୟ: ପୂର୍ବାହ୍ନ ୧୦ଟା ୩୦। <box>243 509 354 539</box>
event-listing: ➤ ସାରଳା ସାହିତ୍ୟ ସଂସଦ ପାଠଚକ୍ର, ସ୍ଥାନ: ସାରଳା ଭବନ, ସମୟ: ସନ୍ଧ୍ୟା ୫ଟା। <box>243 164 354 194</box>
page-title-block <box>811 14 927 50</box>
zodiac-name: କର୍କଟ <box>732 451 754 463</box>
registration-marks-right <box>887 1485 937 1492</box>
zodiac-entry <box>721 654 937 757</box>
satellite-weather-image <box>8 1221 254 1445</box>
city-heading: ଅନୁଗୋଳ <box>162 558 200 570</box>
event-listing: ➤ ବ୍ୟବସାୟୀ ସଂଘର ବାର୍ଷିକ ସଭା, ସ୍ଥାନ: ଗାନ୍ଧୀନଗର ସଭାଗୃହ, ସମୟ: ସନ୍ଧ୍ୟା ୫ଟା। <box>125 394 236 424</box>
zodiac-prediction: କର୍ମକ୍ଷେତ୍ରରେ ମିଶ୍ର ଫଳ ମିଳିବ। ଅଯଥା ବିବାଦରୁ ଦୂରେଇ ରୁହନ୍ତୁ। ଗୋପନୀୟ ଶତ୍ରୁଙ୍କ ଠାରୁ ସତର୍କ ରହିବା ଆବଶ୍ୟକ। ପରିବାରରେ ଶୁଭ କାର୍ଯ୍ୟର ଆଲୋଚନା ହେବ। ନିଜ ସ୍ୱାସ୍ଥ୍ୟ ପ୍ରତି ଅବହେଳା କରନ୍ତୁ ନାହିଁ। ଦିନ ଶେଷରେ ମନ ଖୁସି ରହିବ। <box>770 863 937 912</box>
event-listing: ➤ ଗୋପାଳପୁର ଗ୍ରାମ ସଭା, ସ୍ଥାନ: ପଞ୍ଚାୟତ କାର୍ଯ୍ୟାଳୟ, ସମୟ: ପୂର୍ବାହ୍ନ ୧୧ଟା। <box>125 572 236 602</box>
event-listing: ➤ ଜିଲ୍ଲାସ୍ତରୀୟ ବିଜ୍ଞାନ ମେଳା, ସ୍ଥାନ: ଜିଲ୍ଲା ସ୍କୁଲ ପଡ଼ିଆ, ସମୟ: ପୂର୍ବାହ୍ନ ୧୦ଟା। <box>8 677 119 707</box>
city-heading: ବଲାଙ୍ଗୀର <box>512 160 554 172</box>
event-listing: ➤ ଦୁର୍ଗା ମଣ୍ଡପ ସଂସ୍କାର ବୈଠକ, ସମୟ: ସନ୍ଧ୍ୟା ୬ଟା। <box>477 136 588 156</box>
surrender-photo <box>452 767 706 889</box>
city-heading: କେନ୍ଦୁଝର <box>163 204 199 216</box>
story-dateline: ମାଲକାନଗିରି, ୨୯।୧୦ (ବ୍ୟୁରୋ): <box>8 793 112 802</box>
zodiac-prediction: ଅଫିସ ଯାତ୍ରା ସମୟରେ ବାଧା ଆସିପାରେ। ଧୈର୍ଯ୍ୟର ସହ କାର୍ଯ୍ୟ କଲେ ସଫଳତା ନିଶ୍ଚିତ। ବାଣିଜ୍ୟ ବ୍ୟବସାୟରେ ଲାଭ ହେବ। ସାମାଜିକ କାର୍ଯ୍ୟରେ ସମ୍ମାନ ମିଳିବ। ପରିବାରରେ ଖୁସିର ବାତାବରଣ ରହିବ। ରକ୍ତଚାପ ରୋଗୀ ସତର୍କ ରୁହନ୍ତୁ। <box>770 1069 937 1109</box>
event-listing: ➤ ସହରାଞ୍ଚଳ ବିକାଶ ସମୀକ୍ଷା, ସ୍ଥାନ: ନଗରପାଳିକା କକ୍ଷ, ସମୟ: ପୂର୍ବାହ୍ନ ୧୧ଟା। <box>477 102 588 132</box>
city-heading: ରାୟଗଡା <box>398 160 433 172</box>
story-headline: ବନ୍ଧୁକ ସହ ୬୧ ମାଓବାଦୀଙ୍କ ଆତ୍ମସମର୍ପଣ <box>8 766 347 790</box>
